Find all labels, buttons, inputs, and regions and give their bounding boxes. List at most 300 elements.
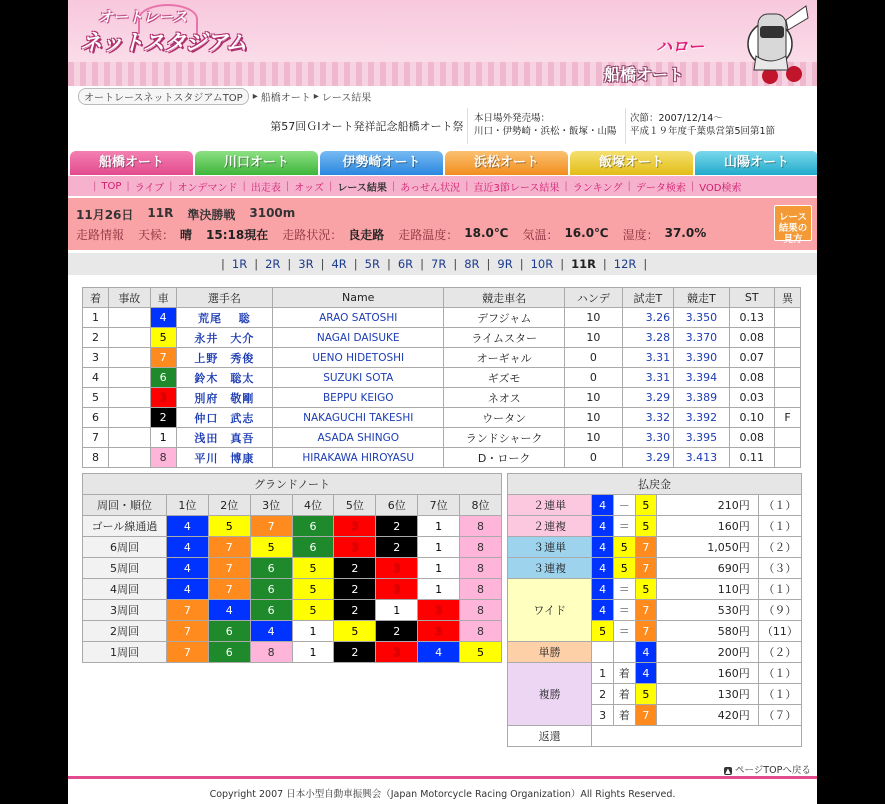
- lap-position-cell: 1: [376, 600, 418, 621]
- start-timing: 0.08: [729, 328, 774, 348]
- bike-name: D・ローク: [444, 448, 565, 468]
- lap-position-cell: 1: [418, 537, 460, 558]
- column-header: ハンデ: [565, 288, 623, 308]
- combo-first: 2: [592, 684, 614, 705]
- bet-type: ２連単: [508, 495, 592, 516]
- greeting-text: ハロー: [656, 37, 705, 56]
- finish-position: 2: [83, 328, 109, 348]
- lap-position-cell: 5: [292, 558, 334, 579]
- air-temp-value: 16.0℃: [564, 226, 609, 240]
- lap-position-cell: 3: [376, 642, 418, 663]
- accident: [108, 348, 150, 368]
- column-header: 1位: [166, 495, 208, 516]
- payout-row: [508, 726, 802, 747]
- abnormality: F: [774, 408, 800, 428]
- handicap: 0: [565, 368, 623, 388]
- column-header: 7位: [418, 495, 460, 516]
- column-header: 選手名: [176, 288, 273, 308]
- payout-row: [508, 516, 802, 537]
- combo-first: 4: [592, 579, 614, 600]
- lap-row: [83, 621, 502, 642]
- page: [68, 0, 817, 804]
- subnav-item[interactable]: 出走表: [250, 182, 281, 194]
- lap-position-cell: 6: [250, 600, 292, 621]
- combo-second: 7: [635, 537, 657, 558]
- breadcrumb-home-link[interactable]: オートレースネットスタジアムTOP: [78, 88, 249, 105]
- handicap: 10: [565, 308, 623, 328]
- race-distance: 3100m: [249, 206, 296, 220]
- race-link[interactable]: 3R: [298, 257, 314, 271]
- combo-first: 1: [592, 663, 614, 684]
- table-row: [83, 448, 801, 468]
- lap-position-cell: 1: [418, 558, 460, 579]
- accident: [108, 388, 150, 408]
- lap-position-cell: 6: [292, 516, 334, 537]
- accident: [108, 408, 150, 428]
- bike-name: ギズモ: [444, 368, 565, 388]
- trial-time: 3.29: [622, 388, 673, 408]
- payout-amount: 160円: [657, 663, 759, 684]
- finish-position: 4: [83, 368, 109, 388]
- race-name: 準決勝戦: [187, 208, 236, 222]
- bike-name: ライムスター: [444, 328, 565, 348]
- column-header: 着: [83, 288, 109, 308]
- combo-separator: 着: [613, 663, 635, 684]
- observation-time: 15:18現在: [206, 228, 269, 242]
- lap-position-cell: 1: [418, 579, 460, 600]
- column-header: 5位: [334, 495, 376, 516]
- race-time: 3.392: [674, 408, 729, 428]
- start-timing: 0.11: [729, 448, 774, 468]
- abnormality: [774, 348, 800, 368]
- lap-position-cell: 5: [208, 516, 250, 537]
- subnav-item[interactable]: オンデマンド: [177, 182, 238, 194]
- race-link[interactable]: 4R: [331, 257, 347, 271]
- race-link[interactable]: 9R: [497, 257, 513, 271]
- copyright: Copyright 2007 日本小型自動車振興会（Japan Motorcycle Racing Organization）All Rights Reserved.: [209, 789, 676, 800]
- lap-position-cell: 5: [334, 621, 376, 642]
- column-header: 周回・順位: [83, 495, 167, 516]
- subnav-item[interactable]: TOP: [101, 180, 122, 192]
- popularity: （２）: [758, 642, 801, 663]
- weather-value: 晴: [180, 228, 193, 242]
- lap-position-cell: 7: [208, 558, 250, 579]
- payout-title: 払戻金: [508, 474, 802, 495]
- lap-position-cell: 8: [460, 600, 502, 621]
- subnav-item[interactable]: ランキング: [572, 182, 623, 194]
- lap-label: 3周回: [83, 600, 167, 621]
- rider-name-en: SUZUKI SOTA: [273, 368, 444, 388]
- payout-amount: 200円: [657, 642, 759, 663]
- lap-row: [83, 579, 502, 600]
- combo-first: 5: [592, 621, 614, 642]
- lap-position-cell: 6: [250, 579, 292, 600]
- lap-row: [83, 600, 502, 621]
- race-time: 3.395: [674, 428, 729, 448]
- popularity: （１）: [758, 579, 801, 600]
- bet-type: 返還: [508, 726, 592, 747]
- payout-row: [508, 579, 802, 600]
- combo-separator: 着: [613, 705, 635, 726]
- mascot-helmet-icon: [730, 0, 814, 86]
- race-link[interactable]: 6R: [397, 257, 414, 271]
- lap-position-cell: 8: [250, 642, 292, 663]
- combo-second: 7: [635, 558, 657, 579]
- grand-note-title: グランドノート: [83, 474, 502, 495]
- lap-position-cell: 6: [292, 537, 334, 558]
- abnormality: [774, 428, 800, 448]
- start-timing: 0.08: [729, 368, 774, 388]
- start-timing: 0.03: [729, 388, 774, 408]
- humidity-value: 37.0%: [664, 226, 707, 240]
- bike-name: ウータン: [444, 408, 565, 428]
- tab-kawaguchi[interactable]: 川口オート: [195, 151, 318, 175]
- race-link[interactable]: 7R: [431, 257, 447, 271]
- bike-number: 8: [150, 448, 176, 468]
- lap-position-cell: 1: [292, 642, 334, 663]
- rider-name: 荒尾 聡: [176, 308, 273, 328]
- combo-separator: 5: [613, 537, 635, 558]
- column-header: 事故: [108, 288, 150, 308]
- subnav-item[interactable]: 直近3節レース結果: [473, 182, 560, 194]
- payout-amount: 420円: [657, 705, 759, 726]
- results-guide-button[interactable]: レース結果の見方: [774, 205, 812, 241]
- rider-name: 平川 博康: [176, 448, 273, 468]
- lap-position-cell: 5: [250, 537, 292, 558]
- rider-name: 浅田 真吾: [176, 428, 273, 448]
- combo-first: [592, 642, 614, 663]
- race-time: 3.350: [674, 308, 729, 328]
- column-header: 試走T: [622, 288, 673, 308]
- accident: [108, 448, 150, 468]
- race-number-nav: | 1R | 2R | 3R | 4R | 5R | 6R | 7R | 8R | 9R | 10R | 11R | 12R |: [68, 253, 817, 275]
- combo-first: 4: [592, 516, 614, 537]
- bike-name: オーギャル: [444, 348, 565, 368]
- event-name: 第57回ＧⅠオート発祥記念船橋オート祭: [230, 108, 468, 144]
- lap-position-cell: 4: [208, 600, 250, 621]
- column-header: 競走T: [674, 288, 729, 308]
- lap-position-cell: 3: [418, 600, 460, 621]
- combo-separator: ＝: [613, 600, 635, 621]
- results-table: [82, 287, 801, 468]
- column-header: ST: [729, 288, 774, 308]
- payout-amount: 110円: [657, 579, 759, 600]
- lap-label: 2周回: [83, 621, 167, 642]
- track-temp-value: 18.0℃: [464, 226, 509, 240]
- trial-time: 3.31: [622, 368, 673, 388]
- combo-first: 4: [592, 558, 614, 579]
- race-link[interactable]: 12R: [613, 257, 637, 271]
- column-header: 2位: [208, 495, 250, 516]
- lap-position-cell: 1: [292, 621, 334, 642]
- handicap: 10: [565, 408, 623, 428]
- venue-title: 船橋オート: [604, 65, 685, 84]
- table-row: [83, 368, 801, 388]
- race-link[interactable]: 5R: [364, 257, 380, 271]
- finish-position: 1: [83, 308, 109, 328]
- accident: [108, 328, 150, 348]
- payout-amount: 160円: [657, 516, 759, 537]
- rider-name: 仲口 武志: [176, 408, 273, 428]
- popularity: （９）: [758, 600, 801, 621]
- rider-name-en: ASADA SHINGO: [273, 428, 444, 448]
- combo-first: 4: [592, 600, 614, 621]
- race-info-panel: [68, 198, 817, 250]
- lap-position-cell: 1: [418, 516, 460, 537]
- bike-number: 1: [150, 428, 176, 448]
- payout-amount: 210円: [657, 495, 759, 516]
- start-timing: 0.13: [729, 308, 774, 328]
- rider-name: 上野 秀俊: [176, 348, 273, 368]
- payout-row: [508, 537, 802, 558]
- combo-second: 5: [635, 579, 657, 600]
- race-link[interactable]: 2R: [265, 257, 281, 271]
- lap-position-cell: 7: [208, 537, 250, 558]
- payout-row: [508, 642, 802, 663]
- finish-position: 3: [83, 348, 109, 368]
- bet-type: ワイド: [508, 579, 592, 642]
- tab-hamamatsu[interactable]: 浜松オート: [445, 151, 568, 175]
- combo-separator: ＝: [613, 516, 635, 537]
- lap-label: 4周回: [83, 579, 167, 600]
- race-link[interactable]: 8R: [464, 257, 480, 271]
- lap-position-cell: 4: [166, 579, 208, 600]
- race-link[interactable]: 1R: [231, 257, 248, 271]
- payout-amount: 130円: [657, 684, 759, 705]
- offsite-sales-info: 本日場外発売場： 川口・伊勢崎・浜松・飯塚・山陽: [468, 108, 626, 144]
- popularity: （７）: [758, 705, 801, 726]
- tab-funabashi[interactable]: 船橋オート: [70, 151, 193, 175]
- lap-position-cell: 2: [376, 516, 418, 537]
- rider-name: 別府 敬剛: [176, 388, 273, 408]
- lap-position-cell: 2: [334, 600, 376, 621]
- finish-position: 5: [83, 388, 109, 408]
- combo-separator: －: [613, 495, 635, 516]
- rider-name-en: NAGAI DAISUKE: [273, 328, 444, 348]
- bike-number: 3: [150, 388, 176, 408]
- lap-position-cell: 5: [292, 600, 334, 621]
- bet-type: ３連複: [508, 558, 592, 579]
- lap-position-cell: 7: [208, 579, 250, 600]
- bet-type: ３連単: [508, 537, 592, 558]
- venue-tabs: [68, 151, 817, 177]
- race-time: 3.413: [674, 448, 729, 468]
- trial-time: 3.30: [622, 428, 673, 448]
- column-header: 3位: [250, 495, 292, 516]
- trial-time: 3.26: [622, 308, 673, 328]
- combo-second: 4: [635, 663, 657, 684]
- lap-position-cell: 8: [460, 537, 502, 558]
- lap-position-cell: 3: [376, 558, 418, 579]
- lap-label: 1周回: [83, 642, 167, 663]
- column-header: Name: [273, 288, 444, 308]
- bike-name: デフジャム: [444, 308, 565, 328]
- handicap: 10: [565, 388, 623, 408]
- lap-position-cell: 7: [166, 600, 208, 621]
- breadcrumb: オートレースネットスタジアムTOP ▸ 船橋オート ▸ レース結果: [78, 89, 374, 104]
- combo-separator: ＝: [613, 579, 635, 600]
- combo-second: 5: [635, 684, 657, 705]
- subnav-item[interactable]: ライブ: [134, 182, 165, 194]
- popularity: （１）: [758, 495, 801, 516]
- tab-iizuka[interactable]: 飯塚オート: [570, 151, 693, 175]
- start-timing: 0.10: [729, 408, 774, 428]
- column-header: 異: [774, 288, 800, 308]
- surface-value: 良走路: [348, 228, 385, 242]
- lap-position-cell: 4: [166, 558, 208, 579]
- table-row: [83, 328, 801, 348]
- combo-second: 5: [635, 516, 657, 537]
- finish-position: 8: [83, 448, 109, 468]
- bet-type: ２連複: [508, 516, 592, 537]
- next-meet-info: 次節：2007/12/14～ 平成１９年度千葉県営第5回第1節: [630, 113, 776, 137]
- table-row: [83, 308, 801, 328]
- lap-position-cell: 8: [460, 558, 502, 579]
- combo-second: 7: [635, 705, 657, 726]
- combo-first: 4: [592, 537, 614, 558]
- rider-name: 鈴木 聡太: [176, 368, 273, 388]
- combo-second: 7: [635, 600, 657, 621]
- lap-position-cell: 7: [250, 516, 292, 537]
- breadcrumb-item: レース結果: [321, 93, 372, 104]
- bike-number: 6: [150, 368, 176, 388]
- page-top-link[interactable]: ▲ ページTOPへ戻る: [725, 765, 811, 776]
- lap-position-cell: 3: [334, 516, 376, 537]
- subnav-item[interactable]: データ検索: [635, 182, 686, 194]
- lap-position-cell: 5: [460, 642, 502, 663]
- handicap: 0: [565, 348, 623, 368]
- combo-separator: 着: [613, 684, 635, 705]
- payout-amount: 580円: [657, 621, 759, 642]
- lap-position-cell: 2: [376, 621, 418, 642]
- handicap: 0: [565, 448, 623, 468]
- column-header: 6位: [376, 495, 418, 516]
- table-row: [83, 348, 801, 368]
- rider-name-en: HIRAKAWA HIROYASU: [273, 448, 444, 468]
- race-date: 11月26日: [76, 208, 134, 222]
- table-row: [83, 408, 801, 428]
- payout-row: [508, 558, 802, 579]
- lap-label: 5周回: [83, 558, 167, 579]
- lap-position-cell: 4: [166, 537, 208, 558]
- bet-type: 単勝: [508, 642, 592, 663]
- lap-position-cell: 2: [334, 642, 376, 663]
- abnormality: [774, 328, 800, 348]
- race-link[interactable]: 11R: [571, 257, 596, 271]
- handicap: 10: [565, 428, 623, 448]
- subnav-item[interactable]: あっせん状況: [400, 182, 461, 194]
- race-time: 3.389: [674, 388, 729, 408]
- lap-row: [83, 642, 502, 663]
- payout-row: [508, 663, 802, 684]
- bet-type: 複勝: [508, 663, 592, 726]
- lap-position-cell: 6: [250, 558, 292, 579]
- lap-position-cell: 6: [208, 642, 250, 663]
- payout-amount: 690円: [657, 558, 759, 579]
- lap-position-cell: 3: [376, 579, 418, 600]
- column-header: 8位: [460, 495, 502, 516]
- tab-isesaki[interactable]: 伊勢崎オート: [320, 151, 443, 175]
- trial-time: 3.32: [622, 408, 673, 428]
- accident: [108, 308, 150, 328]
- rider-name-en: BEPPU KEIGO: [273, 388, 444, 408]
- sub-navigation: | TOP | ライブ | オンデマンド | 出走表 | オッズ | レース結果 | あっせん状況 | 直近3節レース結果 | ランキング | データ検索 | VOD検索: [68, 176, 817, 196]
- trial-time: 3.28: [622, 328, 673, 348]
- race-time: 3.394: [674, 368, 729, 388]
- trial-time: 3.29: [622, 448, 673, 468]
- lap-position-cell: 6: [208, 621, 250, 642]
- lap-position-cell: 8: [460, 621, 502, 642]
- abnormality: [774, 388, 800, 408]
- subnav-item[interactable]: オッズ: [294, 182, 324, 194]
- site-logo[interactable]: オートレース ネットスタジアム: [72, 4, 284, 58]
- start-timing: 0.07: [729, 348, 774, 368]
- lap-position-cell: 7: [166, 621, 208, 642]
- subnav-item[interactable]: レース結果: [337, 182, 387, 194]
- handicap: 10: [565, 328, 623, 348]
- combo-first: 3: [592, 705, 614, 726]
- bike-number: 4: [150, 308, 176, 328]
- rider-name-en: NAKAGUCHI TAKESHI: [273, 408, 444, 428]
- popularity: （２）: [758, 537, 801, 558]
- popularity: （１）: [758, 516, 801, 537]
- trial-time: 3.31: [622, 348, 673, 368]
- payout-amount: 1,050円: [657, 537, 759, 558]
- race-number: 11R: [147, 206, 174, 220]
- lap-position-cell: 4: [166, 516, 208, 537]
- lap-label: 6周回: [83, 537, 167, 558]
- popularity: （３）: [758, 558, 801, 579]
- column-header: 4位: [292, 495, 334, 516]
- lap-label: ゴール線通過: [83, 516, 167, 537]
- lap-position-cell: 2: [334, 579, 376, 600]
- grand-note-table: [82, 473, 502, 663]
- lap-position-cell: 8: [460, 516, 502, 537]
- start-timing: 0.08: [729, 428, 774, 448]
- race-time: 3.390: [674, 348, 729, 368]
- payout-amount: 530円: [657, 600, 759, 621]
- tab-sanyo[interactable]: 山陽オート: [695, 151, 817, 175]
- abnormality: [774, 308, 800, 328]
- lap-row: [83, 516, 502, 537]
- breadcrumb-item[interactable]: 船橋オート: [260, 93, 311, 104]
- column-header: 競走車名: [444, 288, 565, 308]
- rider-name: 永井 大介: [176, 328, 273, 348]
- popularity: （11）: [758, 621, 801, 642]
- lap-position-cell: 3: [334, 537, 376, 558]
- finish-position: 7: [83, 428, 109, 448]
- lap-position-cell: 5: [292, 579, 334, 600]
- bike-name: ランドシャーク: [444, 428, 565, 448]
- combo-first: 4: [592, 495, 614, 516]
- lap-position-cell: 4: [418, 642, 460, 663]
- bike-number: 2: [150, 408, 176, 428]
- combo-separator: 5: [613, 558, 635, 579]
- accident: [108, 368, 150, 388]
- payout-table: [507, 473, 802, 747]
- popularity: （１）: [758, 684, 801, 705]
- column-header: 車: [150, 288, 176, 308]
- table-row: [83, 388, 801, 408]
- race-link[interactable]: 10R: [530, 257, 554, 271]
- popularity: （１）: [758, 663, 801, 684]
- lap-position-cell: 8: [460, 579, 502, 600]
- track-conditions: 走路情報 天候： 晴 15:18現在 走路状況： 良走路 走路温度： 18.0℃ 気温： 16.0℃ 湿度： 37.0%: [76, 226, 707, 242]
- subnav-item[interactable]: VOD検索: [699, 182, 742, 194]
- arrow-up-icon: ▲: [725, 767, 731, 775]
- combo-second: 4: [635, 642, 657, 663]
- table-row: [83, 428, 801, 448]
